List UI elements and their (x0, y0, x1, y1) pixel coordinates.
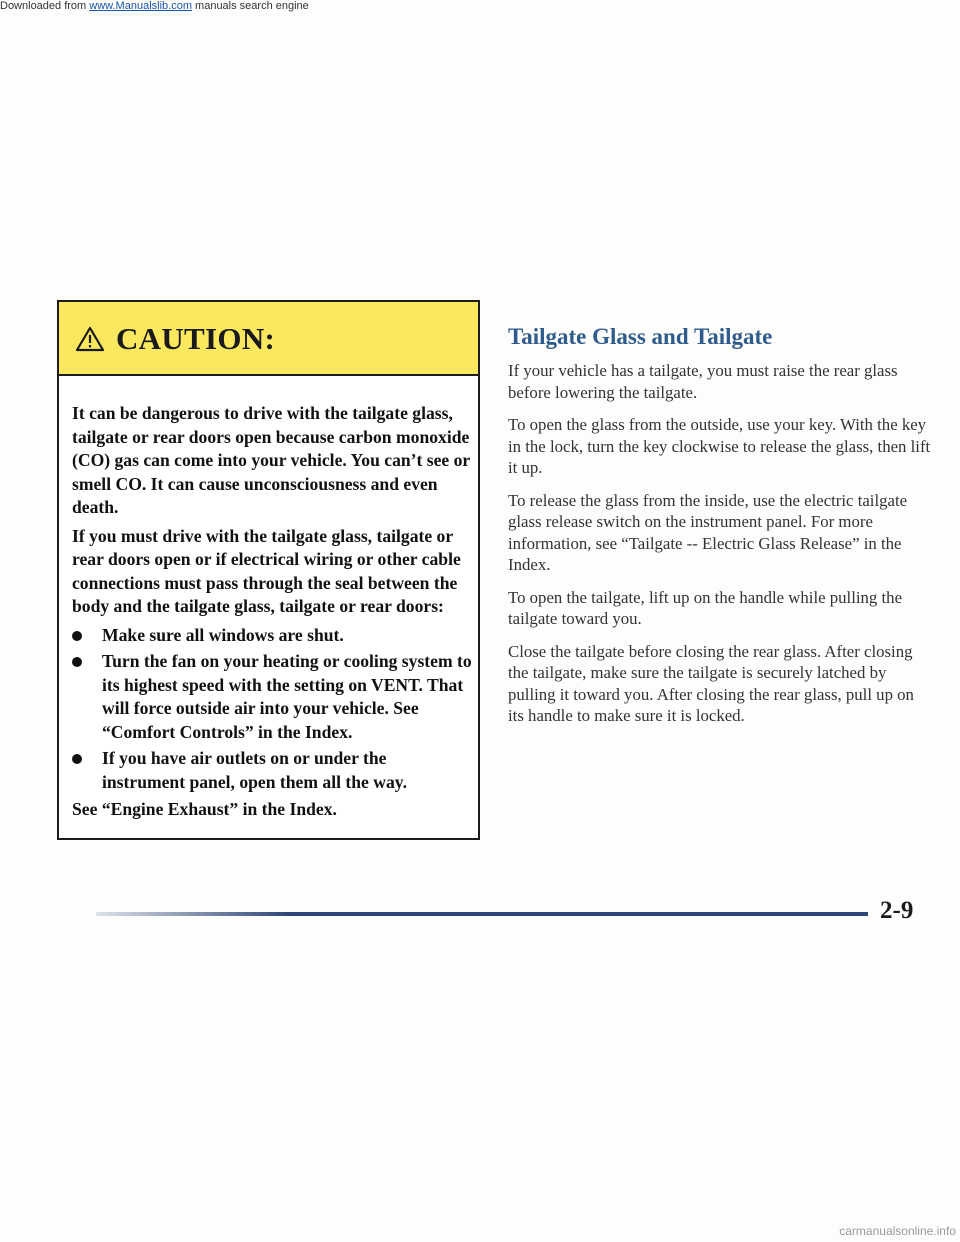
list-item (72, 624, 472, 648)
caution-header (59, 302, 478, 376)
bullet-icon (72, 631, 82, 641)
caution-bullet-list (72, 624, 472, 795)
section-paragraph: If your vehicle has a tailgate, you must raise the rear glass before lowering the tailgate. (508, 361, 898, 402)
bullet-text: Turn the fan on your heating or cooling system to its highest speed with the setting on VENT. That will force outside air into your vehicle. See “Comfort Controls” in the Index. (102, 651, 472, 742)
caution-paragraph: If you must drive with the tailgate glass, tailgate or rear doors open or if electrical wiring or other cable connections must pass through the seal between the body and the tailgate glass, tailgate or rear doors: (72, 525, 461, 616)
caution-paragraph: It can be dangerous to drive with the tailgate glass, tailgate or rear doors open because carbon monoxide (CO) gas can come into your vehicle. You can’t see or smell CO. It can cause unconsciousness and even death. (72, 403, 470, 517)
bullet-text: Make sure all windows are shut. (102, 624, 344, 645)
banner-suffix: manuals search engine (191, 0, 309, 12)
banner-prefix: Downloaded from (0, 0, 90, 12)
list-item (72, 747, 472, 794)
section-paragraph: To open the tailgate, lift up on the handle while pulling the tailgate toward you. (508, 587, 903, 628)
warning-triangle-icon (75, 326, 105, 352)
caution-body (72, 402, 472, 827)
caution-label: CAUTION: (116, 321, 276, 356)
bullet-text: If you have air outlets on or under the instrument panel, open them all the way. (102, 748, 407, 792)
download-banner (0, 0, 309, 12)
list-item (72, 650, 472, 744)
bullet-icon (72, 754, 82, 764)
section-body (508, 360, 932, 738)
caution-box (57, 300, 480, 840)
manualslib-link[interactable]: www.Manualslib.com (89, 0, 192, 12)
section-paragraph: Close the tailgate before closing the rear glass. After closing the tailgate, make sure the tailgate is securely latched by pulling it toward you. After closing the rear glass, pull up on its handle to make sure it is locked. (508, 641, 914, 725)
section-title: Tailgate Glass and Tailgate (508, 324, 773, 349)
watermark: carmanualsonline.info (839, 1224, 956, 1238)
page-number: 2-9 (880, 897, 914, 924)
footer-rule (96, 912, 868, 916)
caution-closing: See “Engine Exhaust” in the Index. (72, 799, 337, 819)
section-paragraph: To release the glass from the inside, use the electric tailgate glass release switch on the instrument panel. For more information, see “Tailgate -- Electric Glass Release” in the Index. (508, 490, 908, 574)
section-paragraph: To open the glass from the outside, use your key. With the key in the lock, turn the key clockwise to release the glass, then lift it up. (508, 415, 931, 477)
bullet-icon (72, 657, 82, 667)
